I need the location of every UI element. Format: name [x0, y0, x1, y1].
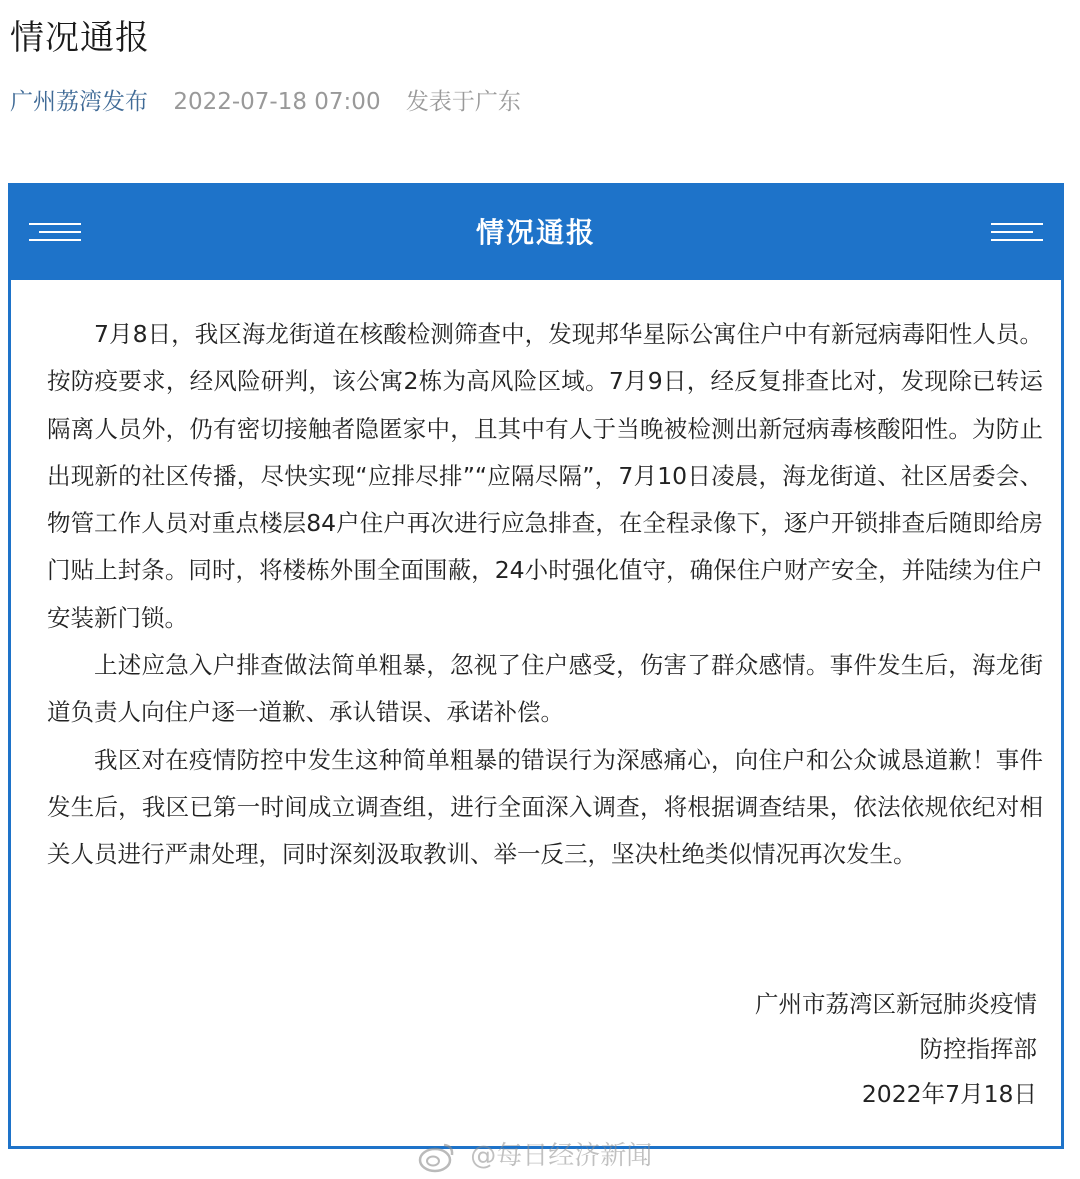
- signature-date: 2022年7月18日: [861, 1080, 1037, 1108]
- watermark: [418, 1136, 652, 1176]
- weibo-icon: [418, 1141, 456, 1173]
- notice-paragraph: 我区对在疫情防控中发生这种简单粗暴的错误行为深感痛心，向住户和公众诚恳道歉！事件发生后，我区已第一时间成立调查组，进行全面深入调查，将根据调查结果，依法依规依纪对相关人员进行严肃处理，同时深刻汲取教训、举一反三，坚决杜绝类似情况再次发生。: [47, 745, 1043, 869]
- notice-paragraph: 7月8日，我区海龙街道在核酸检测筛查中，发现邦华星际公寓住户中有新冠病毒阳性人员。按防疫要求，经风险研判，该公寓2栋为高风险区域。7月9日，经反复排查比对，发现除已转运隔离人员外，仍有密切接触者隐匿家中，且其中有人于当晚被检测出新冠病毒核酸阳性。为防止出现新的社区传播，尽快实现“应排尽排”“应隔尽隔”，7月10日凌晨，海龙街道、社区居委会、物管工作人员对重点楼层84户住户再次进行应急排查，在全程录像下，逐户开锁排查后随即给房门贴上封条。同时，将楼栋外围全面围蔽，24小时强化值守，确保住户财产安全，并陆续为住户安装新门锁。: [47, 320, 1043, 632]
- notice-title: 情况通报: [475, 216, 596, 249]
- watermark-text: @每日经济新闻: [470, 1141, 653, 1171]
- notice-header: [11, 186, 1061, 280]
- article-meta: [10, 84, 521, 120]
- notice-paragraph: 上述应急入户排查做法简单粗暴，忽视了住户感受，伤害了群众感情。事件发生后，海龙街道负责人向住户逐一道歉、承认错误、承诺补偿。: [47, 651, 1043, 727]
- notice-image: [8, 183, 1064, 1149]
- decorative-lines-right-icon: [991, 218, 1043, 246]
- notice-body: [47, 311, 1043, 879]
- signature-org: 广州市荔湾区新冠肺炎疫情: [755, 990, 1037, 1018]
- publish-time: 2022-07-18 07:00: [173, 89, 381, 115]
- publish-location: 发表于广东: [405, 89, 521, 115]
- signature-dept: 防控指挥部: [919, 1035, 1037, 1063]
- signature-block: [755, 982, 1037, 1117]
- page-title: 情况通报: [10, 18, 150, 58]
- author-link[interactable]: 广州荔湾发布: [10, 89, 148, 115]
